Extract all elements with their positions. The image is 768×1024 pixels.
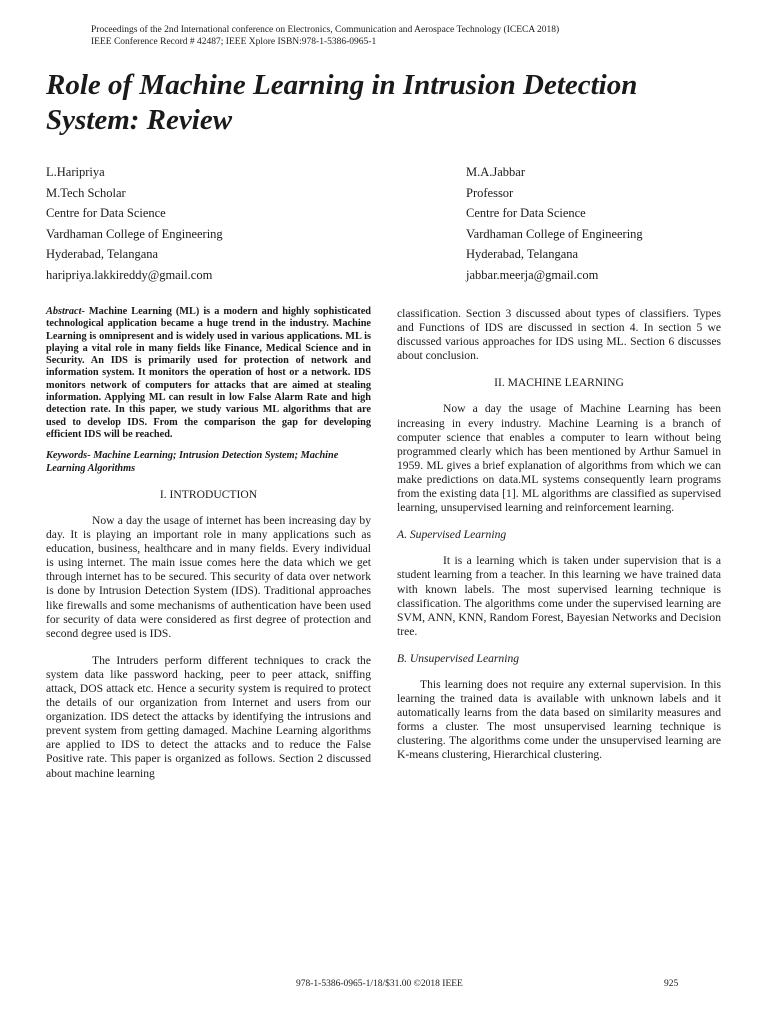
unsupervised-paragraph: This learning does not require any external supervision. In this learning the trained data is available with unknown labels and it automatically learns from the data based on similarity measures and forms a cluster. The most unsupervised learning technique is clustering. The algorithms come under the unsupervised learning are K-means clustering, Hierarchical clustering. bbox=[397, 677, 721, 762]
author-name: M.A.Jabbar bbox=[466, 165, 526, 179]
supervised-paragraph: It is a learning which is taken under supervision that is a student learning from a teacher. In this learning we have trained data with known labels. The most supervised learning technique is classification. The algorithms come under the supervised learning are SVM, ANN, KNN, Random Forest, Bayesian Networks and Decision tree. bbox=[397, 554, 721, 638]
author-name: L.Haripriya bbox=[46, 165, 105, 179]
author-email: haripriya.lakkireddy@gmail.com bbox=[46, 267, 213, 282]
conference-header-line2: IEEE Conference Record # 42487; IEEE Xplore ISBN:978-1-5386-0965-1 bbox=[91, 37, 377, 47]
conference-header bbox=[91, 24, 559, 48]
author-block-1 bbox=[46, 162, 223, 286]
keywords: Keywords- Machine Learning; Intrusion Detection System; Machine Learning Algorithms bbox=[46, 450, 339, 474]
subsection-heading-unsupervised: B. Unsupervised Learning bbox=[397, 651, 520, 665]
author-college: Vardhaman College of Engineering bbox=[46, 226, 223, 241]
intro-paragraph-2: The Intruders perform different techniques to crack the system data like password hacking, peer to peer attack, sniffing attack, DOS attack etc. Hence a security system is required to protect the details of our organization from Internet and users from our organization. IDS detect the attacks by identifying the intrusions and prevent system from getting damaged. Machine Learning algorithms are applied to IDS to detect the attacks and to reduce the False Positive rate. This paper is organized as follows. Section 2 discussed about machine learning bbox=[46, 653, 371, 780]
intro-paragraph-2-continued: classification. Section 3 discussed about types of classifiers. Types and Functions of IDS are discussed in section 4. In section 5 we discussed various approaches for IDS using ML. Section 6 discusses about conclusion. bbox=[397, 307, 721, 363]
abstract-text: Machine Learning (ML) is a modern and highly sophisticated technological application became a huge trend in the industry. Machine Learning is omnipresent and is widely used in various applications. ML is playing a vital role in many fields like Finance, Medical Science and in Security. An IDS is primarily used for protection of network and information system. It monitors the operation of host or a network. IDS monitors network of computers for attacks that are aimed at stealing information. Applying ML can result in low False Alarm Rate and high detection rate. In this paper, we study various ML algorithms that are used to develop IDS. From the comparison the gap for developing efficient IDS will be reached. bbox=[46, 306, 371, 440]
page-number: 925 bbox=[664, 979, 679, 989]
author-department: Centre for Data Science bbox=[46, 206, 166, 221]
section-heading-machine-learning: II. MACHINE LEARNING bbox=[494, 376, 624, 390]
intro-paragraph-1: Now a day the usage of internet has been increasing day by day. It is playing an important role in many applications such as education, business, healthcare and in many fields. Every individual is using internet. The main issue comes here the data which we get through internet has to be secured. This security of data over network is done by Intrusion Detection System (IDS). Traditional approaches like firewalls and some mechanisms of authentication have been used for security of data were considered as first degree of protection and second degree used is IDS. bbox=[46, 513, 371, 640]
author-city: Hyderabad, Telangana bbox=[466, 247, 579, 262]
conference-header-line1: Proceedings of the 2nd International conference on Electronics, Communication and Aerospace Technology (ICECA 2018) bbox=[91, 25, 560, 35]
author-block-2 bbox=[466, 162, 643, 286]
author-email: jabbar.meerja@gmail.com bbox=[466, 267, 599, 282]
ml-paragraph-1: Now a day the usage of Machine Learning has been increasing in every industry. Machine Learning is a branch of computer science that enables a computer to learn without being programmed clearly which has been mentioned by Arthur Samuel in 1959. ML gives a brief explanation of algorithms from which we can make predictions on data.ML systems consequently learn programs from the existing data [1]. ML algorithms are classified as supervised learning, unsupervised learning and reinforcement learning. bbox=[397, 402, 721, 515]
author-college: Vardhaman College of Engineering bbox=[466, 226, 643, 241]
author-city: Hyderabad, Telangana bbox=[46, 247, 159, 262]
author-role: Professor bbox=[466, 185, 514, 200]
left-column bbox=[46, 306, 371, 781]
right-column bbox=[397, 307, 721, 763]
subsection-heading-supervised: A. Supervised Learning bbox=[397, 528, 507, 542]
footer-copyright: 978-1-5386-0965-1/18/$31.00 ©2018 IEEE bbox=[296, 979, 463, 989]
author-role: M.Tech Scholar bbox=[46, 185, 126, 200]
abstract-label: Abstract- bbox=[46, 306, 85, 317]
section-heading-introduction: I. INTRODUCTION bbox=[159, 487, 258, 501]
paper-title: Role of Machine Learning in Intrusion Detection System: Review bbox=[46, 69, 638, 136]
abstract bbox=[46, 306, 371, 441]
author-department: Centre for Data Science bbox=[466, 206, 586, 221]
